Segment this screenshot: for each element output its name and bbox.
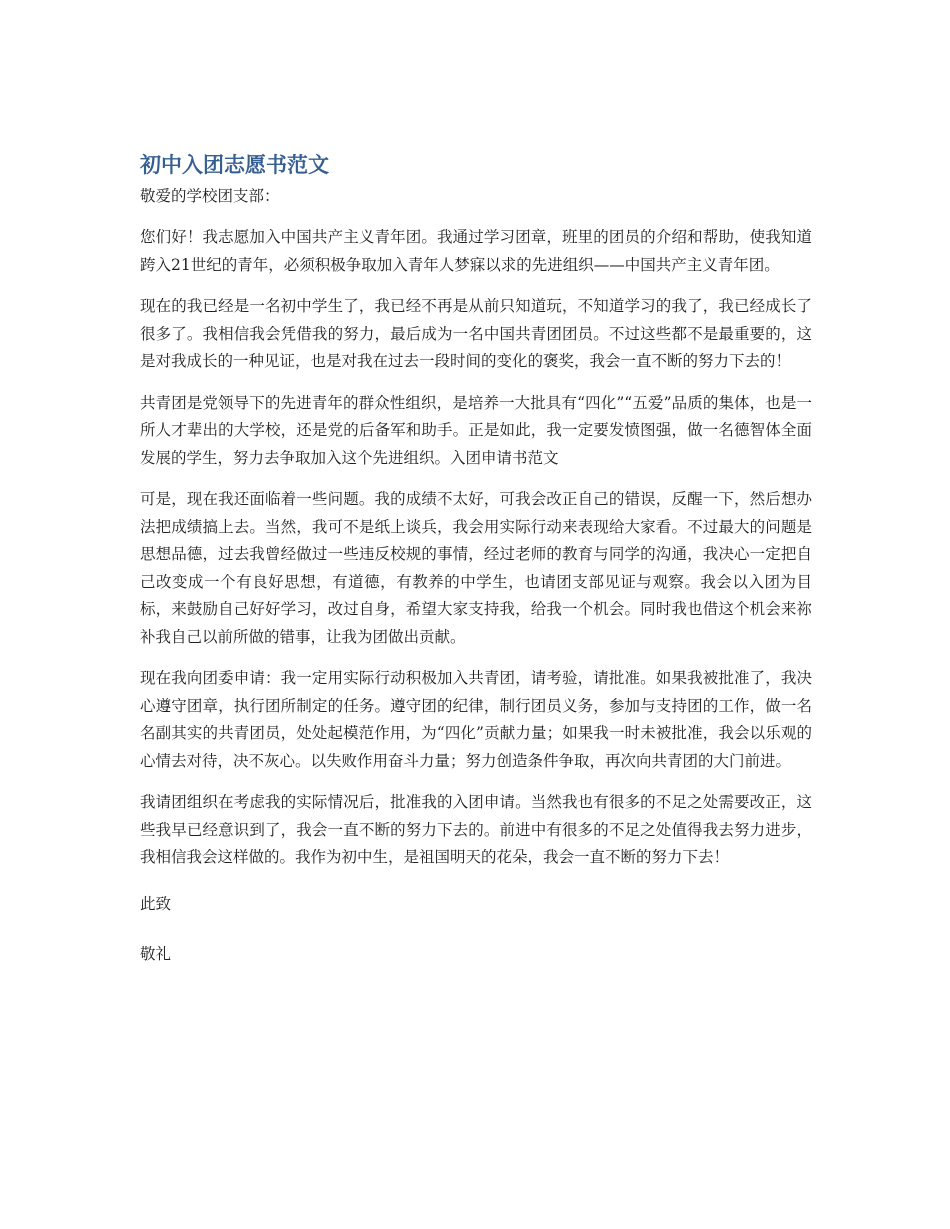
body-paragraph: 您们好！我志愿加入中国共产主义青年团。我通过学习团章，班里的团员的介绍和帮助，使我知道跨入21世纪的青年，必须积极争取加入青年人梦寐以求的先进组织——中国共产主义青年团。	[140, 228, 812, 274]
body-paragraph: 共青团是党领导下的先进青年的群众性组织，是培养一大批具有“四化”“五爱”品质的集体，也是一所人才辈出的大学校，还是党的后备军和助手。正是如此，我一定要发愤图强，做一名德智体全面发展的学生，努力去争取加入这个先进组织。入团申请书范文	[140, 393, 812, 467]
closing-salute: 敬礼	[140, 944, 172, 963]
document-title: 初中入团志愿书范文	[140, 153, 329, 177]
body-paragraph: 我请团组织在考虑我的实际情况后，批准我的入团申请。当然我也有很多的不足之处需要改正，这些我早已经意识到了，我会一直不断的努力下去的。前进中有很多的不足之处值得我去努力进步，我相信我会这样做的。我作为初中生，是祖国明天的花朵，我会一直不断的努力下去！	[140, 793, 812, 866]
salutation: 敬爱的学校团支部：	[140, 187, 280, 205]
body-paragraph: 现在的我已经是一名初中学生了，我已经不再是从前只知道玩，不知道学习的我了，我已经成长了很多了。我相信我会凭借我的努力，最后成为一名中国共青团团员。不过这些都不是最重要的，这是对我成长的一种见证，也是对我在过去一段时间的变化的褒奖，我会一直不断的努力下去的！	[140, 297, 812, 370]
body-paragraph: 现在我向团委申请：我一定用实际行动积极加入共青团，请考验，请批准。如果我被批准了，我决心遵守团章，执行团所制定的任务。遵守团的纪律，制行团员义务，参加与支持团的工作，做一名名副其实的共青团员，处处起模范作用，为“四化”贡献力量；如果我一时未被批准，我会以乐观的心情去对待，决不灰心。以失败作用奋斗力量；努力创造条件争取，再次向共青团的大门前进。	[140, 669, 812, 770]
body-paragraph: 可是，现在我还面临着一些问题。我的成绩不太好，可我会改正自己的错误，反醒一下，然后想办法把成绩搞上去。当然，我可不是纸上谈兵，我会用实际行动来表现给大家看。不过最大的问题是思想品德，过去我曾经做过一些违反校规的事情，经过老师的教育与同学的沟通，我决心一定把自己改变成一个有良好思想，有道德，有教养的中学生，也请团支部见证与观察。我会以入团为目标，来鼓励自己好好学习，改过自身，希望大家支持我，给我一个机会。同时我也借这个机会来祢补我自己以前所做的错事，让我为团做出贡献。	[140, 490, 812, 646]
document-page	[140, 150, 812, 968]
closing-phrase: 此致	[140, 894, 172, 913]
